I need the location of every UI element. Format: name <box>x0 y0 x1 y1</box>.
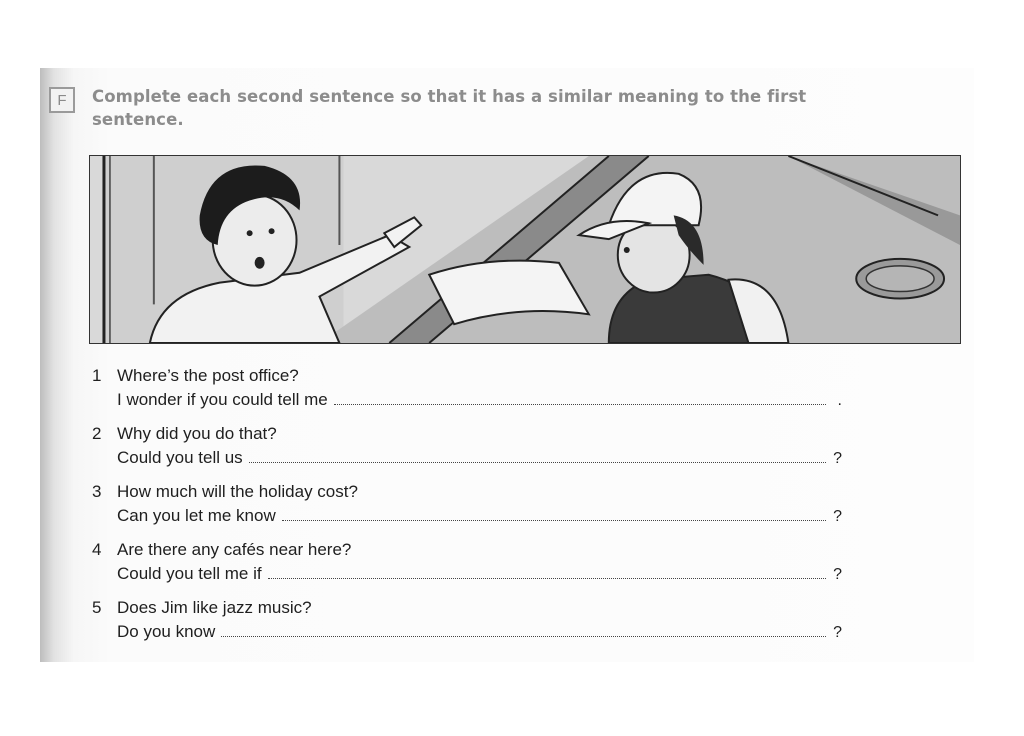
exercise-items <box>92 366 852 656</box>
answer-blank[interactable] <box>249 448 826 463</box>
exercise-item <box>92 366 852 424</box>
item-answer-line <box>117 390 842 410</box>
item-answer-line <box>117 564 842 584</box>
exercise-instruction: Complete each second sentence so that it has a similar meaning to the first sentence. <box>92 87 807 129</box>
cartoon-illustration <box>89 155 961 344</box>
item-question: Where’s the post office? <box>117 366 299 385</box>
item-question: How much will the holiday cost? <box>117 482 358 501</box>
item-number: 4 <box>92 540 102 559</box>
item-end-punctuation: ? <box>833 624 842 641</box>
answer-blank[interactable] <box>221 622 826 637</box>
item-end-punctuation: ? <box>833 450 842 467</box>
item-question: Are there any cafés near here? <box>117 540 352 559</box>
answer-blank[interactable] <box>282 506 826 521</box>
item-answer-line <box>117 622 842 642</box>
item-end-punctuation: ? <box>833 508 842 525</box>
section-letter-box: F <box>49 87 75 113</box>
item-end-punctuation: ? <box>833 566 842 583</box>
item-prompt: Can you let me know <box>117 506 276 525</box>
item-prompt: I wonder if you could tell me <box>117 390 328 409</box>
street-scene-drawing <box>90 156 960 343</box>
answer-blank[interactable] <box>268 564 826 579</box>
item-end-punctuation: . <box>837 392 842 409</box>
item-number: 3 <box>92 482 102 501</box>
item-answer-line <box>117 506 842 526</box>
item-number: 5 <box>92 598 102 617</box>
item-prompt: Do you know <box>117 622 216 641</box>
item-answer-line <box>117 448 842 468</box>
exercise-item <box>92 598 852 656</box>
item-question: Does Jim like jazz music? <box>117 598 312 617</box>
item-prompt: Could you tell me if <box>117 564 262 583</box>
exercise-item <box>92 482 852 540</box>
answer-blank[interactable] <box>334 390 826 405</box>
exercise-item <box>92 424 852 482</box>
item-number: 1 <box>92 366 102 385</box>
item-number: 2 <box>92 424 102 443</box>
exercise-item <box>92 540 852 598</box>
item-question: Why did you do that? <box>117 424 277 443</box>
item-prompt: Could you tell us <box>117 448 243 467</box>
